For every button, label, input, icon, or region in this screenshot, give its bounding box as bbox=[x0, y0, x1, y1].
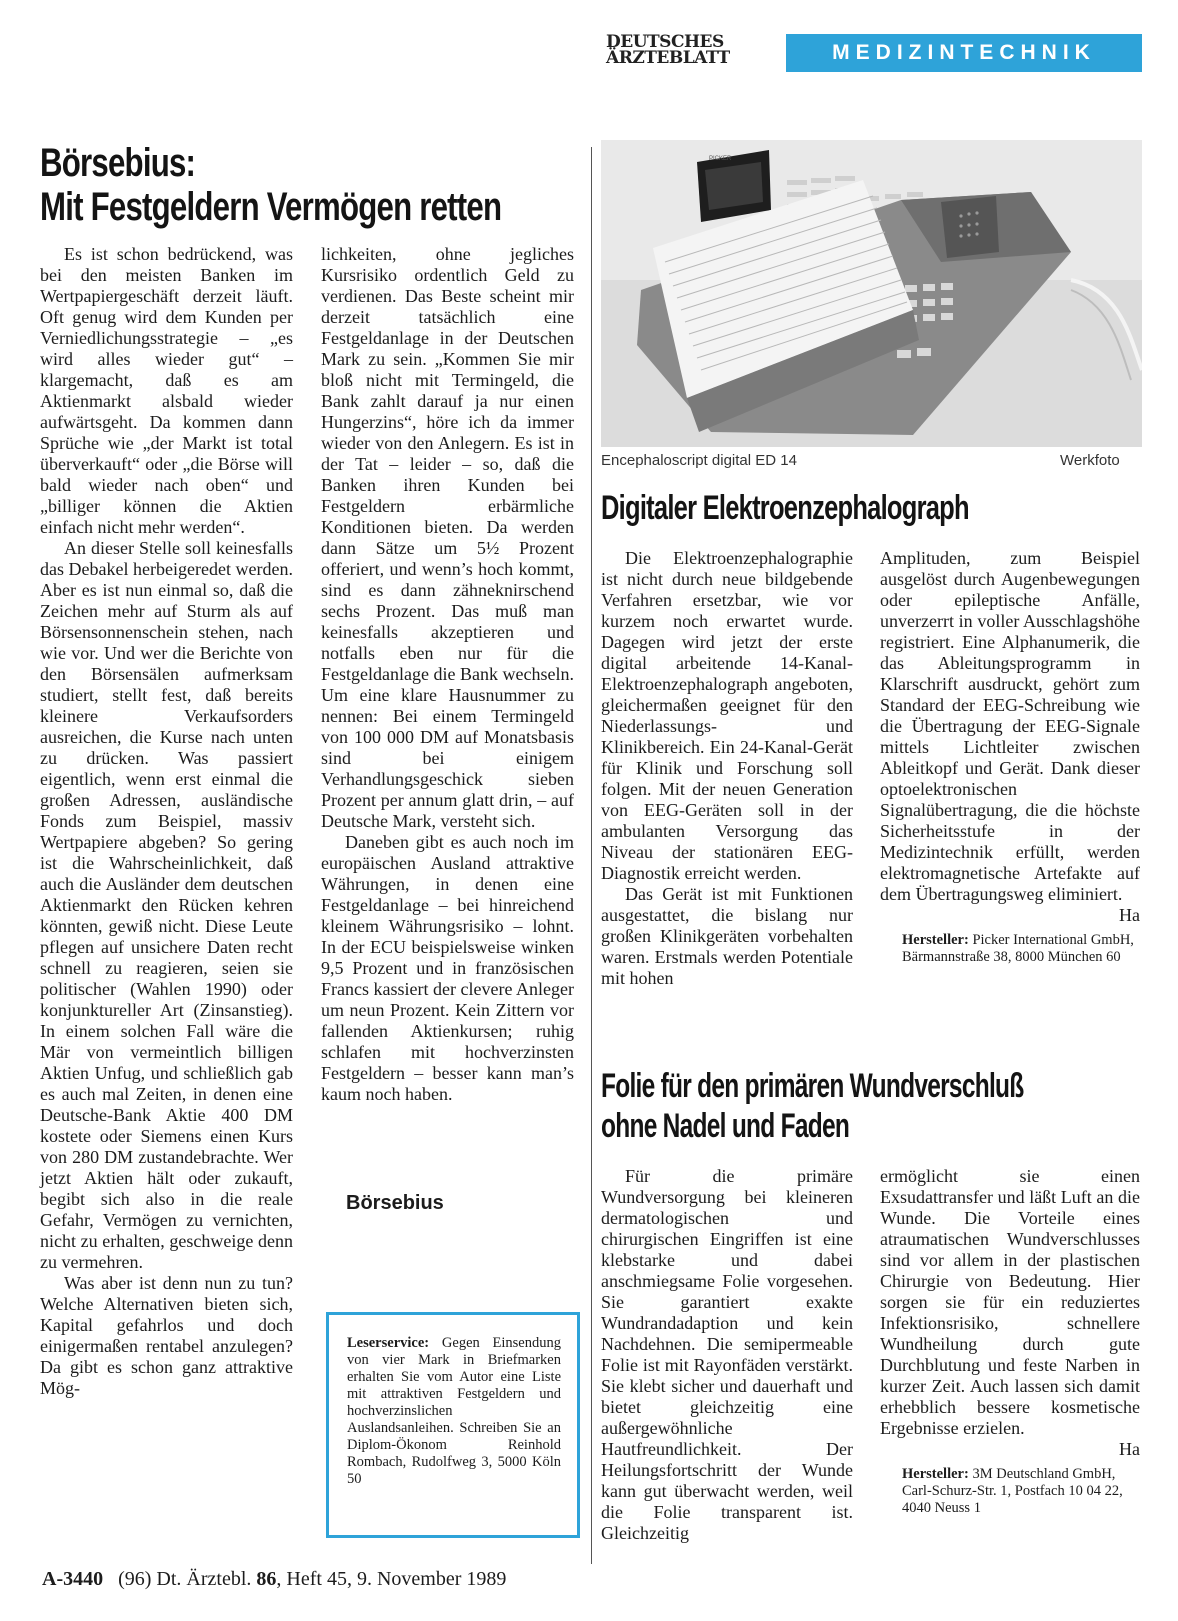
article3-manufacturer-text: 3M Deutschland GmbH, Carl-Schurz-Str. 1, Postfach 10 04 22, 4040 Neuss 1 bbox=[902, 1466, 1123, 1516]
article3-paragraph: ermöglicht sie einen Exsudattransfer und läßt Luft an die Wunde. Die Vorteile eines atraumatischen Wundverschlusses sind vor allem in der plastischen Chirurgie von Bedeutung. Hier sorgen sie für ein reduziertes Infektionsrisiko, schnellere Wundheilung durch gute Durchblutung und feste Narben in kurzer Zeit. Auch lassen sich damit erhebblich bessere kosmetische Ergebnisse erzielen. bbox=[880, 1166, 1140, 1438]
article2-column-1 bbox=[601, 548, 853, 989]
author-signature: Börsebius bbox=[346, 1192, 444, 1214]
photo-credit: Werkfoto bbox=[1060, 452, 1120, 469]
article3-column-2 bbox=[880, 1166, 1140, 1517]
footer-issue-date: , Heft 45, 9. November 1989 bbox=[276, 1568, 507, 1590]
column-divider bbox=[591, 147, 592, 1564]
footer-journal: (96) Dt. Ärztebl. bbox=[118, 1568, 252, 1590]
article1-headline-line1: Börsebius: bbox=[40, 141, 196, 185]
photo-caption: Encephaloscript digital ED 14 bbox=[601, 452, 797, 469]
article2-author: Ha bbox=[1119, 905, 1140, 925]
article2-headline: Digitaler Elektroenzephalograph bbox=[601, 489, 969, 527]
article3-paragraph: Für die primäre Wundversorgung bei kleineren dermatologischen und chirurgischen Eingriffen ist eine klebstarke und dabei anschmiegsame Folie vorgesehen. Sie garantiert exakte Wundrandadaption und kein Nachdehnen. Die semipermeable Folie ist mit Rayonfäden verstärkt. Sie klebt sicher und dauerhaft und bietet gleichzeitig eine außergewöhnliche Hautfreundlichkeit. Der Heilungsfortschritt der Wunde kann gut überwacht werden, weil die Folie transparent ist. Gleichzeitig bbox=[601, 1166, 853, 1543]
article1-column-1 bbox=[40, 244, 293, 1399]
reader-service-text bbox=[347, 1335, 561, 1488]
article3-headline-line1: Folie für den primären Wundverschluß bbox=[601, 1067, 1024, 1105]
article2-paragraph: Amplituden, zum Beispiel ausgelöst durch Augenbewegungen oder epileptische Anfälle, unverzerrt in voller Ausschlagshöhe registriert. Eine Alphanumerik, die das Ableitungsprogramm in Klarschrift ausdruckt, gehört zum Standard der EEG-Schreibung wie die Übertragung der EEG-Signale mittels Lichtleiter zwischen Ableitkopf und Gerät. Dank dieser optoelektronischen Signalübertragung, die die höchste Sicherheitsstufe in der Medizintechnik erfüllt, werden elektromagnetische Artefakte auf dem Übertragungsweg eliminiert. bbox=[880, 548, 1140, 904]
article3-manufacturer bbox=[880, 1466, 1140, 1517]
article1-paragraph: An dieser Stelle soll keinesfalls das Debakel herbeigeredet werden. Aber es ist nun einmal so, daß die Zeichen mehr auf Sturm als auf Börsensonnenschein stehen, nach wie vor. Und wer die Berichte von den Börsensälen aufmerksam studiert, stellt fest, daß bereits kleinere Verkaufsorders ausreichen, die Kurse nach unten zu drücken. Was passiert eigentlich, wenn erst einmal die großen Adressen, ausländische Fonds zum Beispiel, massiv Wertpapiere abgeben? So gering ist die Wahrscheinlichkeit, daß auch die Ausländer dem deutschen Aktienmarkt den Rücken kehren könnten, gewiß nicht. Diese Leute pflegen auf unsichere Daten recht schnell zu reagieren, seien sie politischer (Wahlen 1990) oder konjunktureller Art (Zinsanstieg). In einem solchen Fall wäre die Mär von vermeintlich billigen Aktien Unfug, und schließlich gab es auch mal Zeiten, in denen eine Deutsche-Bank Aktie 400 DM kostete oder Siemens einen Kurs von 280 DM zustandebrachte. Wer jetzt Aktien hält oder zukauft, begibt sich also in die reale Gefahr, Vermögen zu vernichten, nicht zu erhalten, geschweige denn zu vermehren. bbox=[40, 538, 293, 1272]
journal-masthead bbox=[606, 34, 766, 66]
section-bar: MEDIZINTECHNIK bbox=[786, 34, 1142, 72]
article1-paragraph: Was aber ist denn nun zu tun? Welche Alternativen bieten sich, Kapital gefahrlos und doch einigermaßen rentabel anzulegen? Da gibt es schon ganz attraktive Mög- bbox=[40, 1273, 293, 1398]
article3-manufacturer-label: Hersteller: bbox=[902, 1466, 969, 1482]
eeg-device-photo bbox=[601, 140, 1142, 447]
article2-manufacturer bbox=[880, 932, 1140, 966]
article3-headline-line2: ohne Nadel und Faden bbox=[601, 1107, 850, 1145]
reader-service-box bbox=[326, 1312, 580, 1538]
page-footer bbox=[42, 1568, 506, 1591]
article1-paragraph: Es ist schon bedrückend, was bei den meisten Banken im Wertpapiergeschäft derzeit läuft. Oft genug wird dem Kunden per Verniedlichungsstrategie – „es wird alles wieder gut“ – klargemacht, daß es am Aktienmarkt alsbald wieder aufwärtsgeht. Da kommen dann Sprüche wie „der Markt ist total überverkauft“ oder „die Börse will bald wieder nach oben“ und „billiger können die Aktien einfach nicht mehr werden“. bbox=[40, 244, 293, 537]
article2-paragraph: Das Gerät ist mit Funktionen ausgestattet, die bislang nur großen Klinikgeräten vorbehalten waren. Erstmals werden Potentiale mit hohen bbox=[601, 884, 853, 988]
article2-column-2 bbox=[880, 548, 1140, 966]
masthead-line-2: ÄRZTEBLATT bbox=[606, 48, 730, 68]
article1-column-2 bbox=[321, 244, 574, 1105]
masthead-line-1: DEUTSCHES bbox=[606, 32, 724, 52]
footer-volume: 86 bbox=[256, 1568, 277, 1590]
article3-author: Ha bbox=[1119, 1439, 1140, 1459]
article1-paragraph: lichkeiten, ohne jegliches Kursrisiko ordentlich Geld zu verdienen. Das Beste scheint mir derzeit tatsächlich eine Festgeldanlage in der Deutschen Mark zu sein. „Kommen Sie mir bloß nicht mit Termingeld, die Bank zahlt darauf ja nur einen Hungerzins“, höre ich da immer wieder von den Anlegern. Es ist in der Tat – leider – so, daß die Banken ihren Kunden bei Festgeldern erbärmliche Konditionen bieten. Da werden dann Sätze um 5½ Prozent offeriert, und wenn’s hoch kommt, sind es dann zähneknirschend sechs Prozent. Das muß man keinesfalls akzeptieren und notfalls eben nur für die Festgeldanlage die Bank wechseln. Um eine klare Hausnummer zu nennen: Bei einem Termingeld von 100 000 DM auf Monatsbasis sind bei einigem Verhandlungsgeschick sieben Prozent per annum glatt drin, – auf Deutsche Mark, versteht sich. bbox=[321, 244, 574, 831]
reader-service-body: Gegen Einsendung von vier Mark in Briefmarken erhalten Sie vom Autor eine Liste mit attraktiven Festgeldern und hochverzinslichen Auslandsanleihen. Schreiben Sie an Diplom-Ökonom Reinhold Rombach, Rudolfweg 3, 5000 Köln 50 bbox=[347, 1335, 561, 1487]
page-number: A-3440 bbox=[42, 1568, 104, 1590]
article3-column-1 bbox=[601, 1166, 853, 1544]
article2-paragraph: Die Elektroenzephalographie ist nicht durch neue bildgebende Verfahren ersetzbar, wie vor kurzem noch erwartet wurde. Dagegen wird jetzt der erste digital arbeitende 14-Kanal-Elektroenzephalograph angeboten, gleichermaßen geeignet für den Niederlassungs- und Klinikbereich. Ein 24-Kanal-Gerät für Klinik und Forschung soll folgen. Mit der neuen Generation von EEG-Geräten soll in der ambulanten Versorgung das Niveau der stationären EEG-Diagnostik erreicht werden. bbox=[601, 548, 853, 883]
article2-manufacturer-label: Hersteller: bbox=[902, 932, 969, 948]
article2-manufacturer-text: Picker International GmbH, Bärmannstraße 38, 8000 München 60 bbox=[902, 932, 1134, 965]
reader-service-label: Leserservice: bbox=[347, 1335, 430, 1351]
article1-paragraph: Daneben gibt es auch noch im europäischen Ausland attraktive Währungen, in denen eine Festgeldanlage – bei hinreichend kleinem Währungsrisiko – lohnt. In der ECU beispielsweise winken 9,5 Prozent und in französischen Francs kassiert der clevere Anleger um neun Prozent. Kein Zittern vor fallenden Aktienkursen; ruhig schlafen mit hochverzinsten Festgeldern – besser kann man’s kaum noch haben. bbox=[321, 832, 574, 1104]
article1-headline-line2: Mit Festgeldern Vermögen retten bbox=[40, 185, 502, 229]
device-brand-label: PICKER bbox=[709, 156, 732, 162]
